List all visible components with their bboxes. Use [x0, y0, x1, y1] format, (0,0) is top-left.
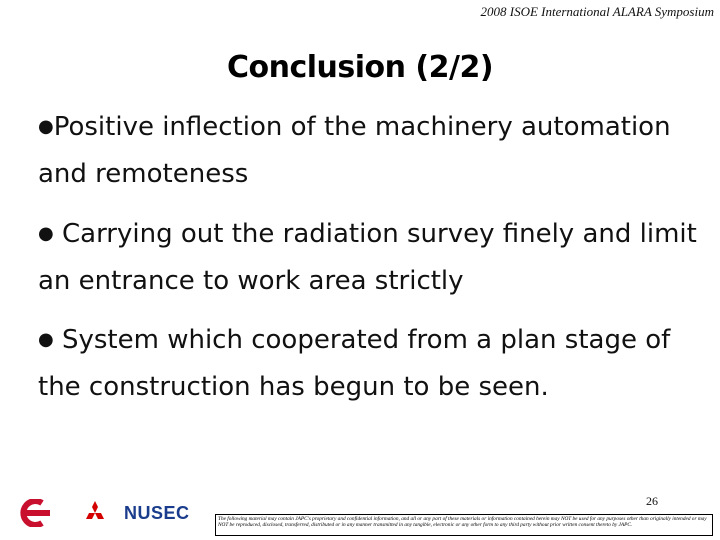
bullet-item — [38, 105, 698, 196]
company-logo-icon — [12, 499, 52, 527]
bullet-marker: ● — [38, 116, 54, 137]
bullet-item — [38, 212, 698, 303]
bullet-text: Positive inflection of the machinery automation and remoteness — [38, 112, 671, 189]
bullet-item — [38, 318, 698, 409]
footer-logos — [12, 498, 190, 528]
slide-title: Conclusion (2/2) — [226, 50, 494, 85]
bullet-marker: ● — [38, 329, 54, 350]
bullet-text: System which cooperated from a plan stage of the construction has begun to be seen. — [38, 325, 671, 402]
nusec-logo: NUSEC — [124, 502, 190, 523]
bullet-text: Carrying out the radiation survey finely and limit an entrance to work area strictly — [38, 219, 697, 296]
conference-header: 2008 ISOE International ALARA Symposium — [480, 4, 714, 19]
mitsubishi-logo-icon — [82, 500, 108, 526]
confidentiality-notice: The following material may contain JAPC's proprietary and confidential information, and all or any part of these materials or information contained herein may NOT be used for any purposes other than originally intended or may NOT be reproduced, disclosed, transferred, distributed or in any manner transmitted in any tangible, electronic or any other form to any third party without prior written consent thereto by JAPC. — [215, 514, 713, 536]
page-number: 26 — [646, 494, 658, 508]
bullet-marker: ● — [38, 223, 54, 244]
